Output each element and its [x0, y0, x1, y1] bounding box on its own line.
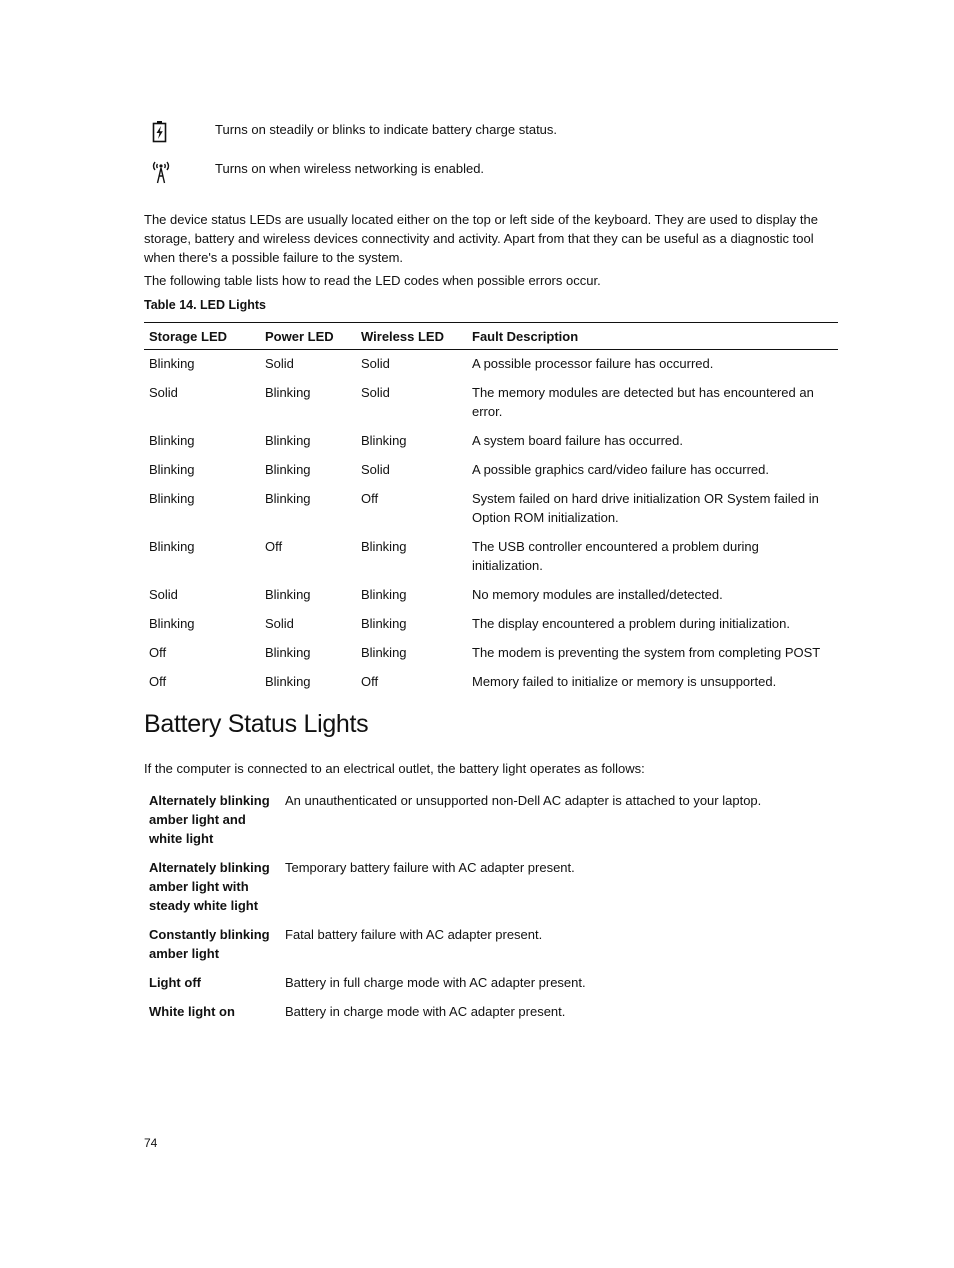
wireless-led-cell: Solid [361, 385, 390, 400]
table-intro: The following table lists how to read the LED codes when possible errors occur. [144, 273, 601, 288]
battery-light-state: Constantly blinking amber light [149, 927, 270, 961]
storage-led-cell: Blinking [149, 433, 195, 448]
battery-light-meaning: Battery in full charge mode with AC adapter present. [285, 975, 586, 990]
led-lights-table [144, 322, 838, 696]
fault-description-cell: The memory modules are detected but has encountered an error. [472, 385, 814, 419]
list-item [144, 857, 838, 924]
page-number: 74 [144, 1136, 158, 1150]
power-led-cell: Blinking [265, 462, 311, 477]
power-led-cell: Solid [265, 356, 294, 371]
battery-status-icon-row [144, 120, 844, 144]
storage-led-cell: Off [149, 645, 167, 660]
table-row [144, 426, 838, 455]
table-row [144, 378, 838, 426]
power-led-cell: Blinking [265, 433, 311, 448]
header-fault-description: Fault Description [467, 323, 838, 350]
storage-led-cell: Blinking [149, 491, 195, 506]
table-row [144, 609, 838, 638]
wireless-led-cell: Blinking [361, 587, 407, 602]
wireless-led-cell: Blinking [361, 433, 407, 448]
power-led-cell: Blinking [265, 587, 311, 602]
power-led-cell: Blinking [265, 385, 311, 400]
wireless-led-cell: Blinking [361, 616, 407, 631]
header-power-led: Power LED [260, 323, 356, 350]
wireless-led-cell: Off [361, 674, 379, 689]
wireless-led-cell: Off [361, 491, 379, 506]
battery-charge-icon [150, 120, 170, 142]
fault-description-cell: Memory failed to initialize or memory is unsupported. [472, 674, 777, 689]
battery-light-state: Light off [149, 975, 201, 990]
list-item [144, 924, 838, 972]
battery-light-state: Alternately blinking amber light with steady white light [149, 860, 270, 913]
header-storage-led: Storage LED [144, 323, 260, 350]
battery-light-state: Alternately blinking amber light and white light [149, 793, 270, 846]
power-led-cell: Off [265, 539, 283, 554]
table-row [144, 484, 838, 532]
table-caption: Table 14. LED Lights [144, 298, 267, 312]
power-led-cell: Solid [265, 616, 294, 631]
battery-icon-description: Turns on steadily or blinks to indicate battery charge status. [215, 122, 558, 137]
fault-description-cell: A possible graphics card/video failure has occurred. [472, 462, 769, 477]
table-row [144, 638, 838, 667]
battery-light-meaning: Fatal battery failure with AC adapter present. [285, 927, 543, 942]
battery-section-heading: Battery Status Lights [144, 710, 369, 738]
table-row [144, 580, 838, 609]
list-item [144, 972, 838, 1001]
power-led-cell: Blinking [265, 491, 311, 506]
fault-description-cell: A system board failure has occurred. [472, 433, 683, 448]
storage-led-cell: Off [149, 674, 167, 689]
table-row [144, 455, 838, 484]
battery-status-list [144, 790, 838, 1030]
fault-description-cell: The display encountered a problem during initialization. [472, 616, 790, 631]
battery-light-meaning: Battery in charge mode with AC adapter present. [285, 1004, 566, 1019]
list-item [144, 790, 838, 857]
fault-description-cell: System failed on hard drive initialization OR System failed in Option ROM initialization. [472, 491, 819, 525]
table-row [144, 667, 838, 696]
power-led-cell: Blinking [265, 674, 311, 689]
fault-description-cell: A possible processor failure has occurred. [472, 356, 714, 371]
storage-led-cell: Blinking [149, 356, 195, 371]
fault-description-cell: No memory modules are installed/detected. [472, 587, 723, 602]
wireless-led-cell: Solid [361, 356, 390, 371]
wireless-status-icon-row [144, 159, 844, 183]
wireless-led-cell: Blinking [361, 539, 407, 554]
storage-led-cell: Blinking [149, 539, 195, 554]
table-header-row [144, 323, 838, 350]
fault-description-cell: The modem is preventing the system from completing POST [472, 645, 821, 660]
fault-description-cell: The USB controller encountered a problem during initialization. [472, 539, 759, 573]
battery-light-meaning: Temporary battery failure with AC adapter present. [285, 860, 575, 875]
battery-light-state: White light on [149, 1004, 235, 1019]
wireless-led-cell: Solid [361, 462, 390, 477]
wireless-antenna-icon [150, 159, 170, 181]
storage-led-cell: Solid [149, 587, 178, 602]
battery-light-meaning: An unauthenticated or unsupported non-Dell AC adapter is attached to your laptop. [285, 793, 762, 808]
power-led-cell: Blinking [265, 645, 311, 660]
table-row [144, 350, 838, 379]
intro-paragraph: The device status LEDs are usually located either on the top or left side of the keyboard. They are used to display the storage, battery and wireless devices connectivity and activity. Apart from that they can be useful as a diagnostic tool when there's a possible failure to the system. [144, 212, 818, 265]
wireless-icon-description: Turns on when wireless networking is enabled. [215, 161, 485, 176]
storage-led-cell: Blinking [149, 462, 195, 477]
table-row [144, 532, 838, 580]
list-item [144, 1001, 838, 1030]
header-wireless-led: Wireless LED [356, 323, 467, 350]
storage-led-cell: Solid [149, 385, 178, 400]
battery-section-intro: If the computer is connected to an electrical outlet, the battery light operates as follows: [144, 761, 645, 776]
storage-led-cell: Blinking [149, 616, 195, 631]
wireless-led-cell: Blinking [361, 645, 407, 660]
